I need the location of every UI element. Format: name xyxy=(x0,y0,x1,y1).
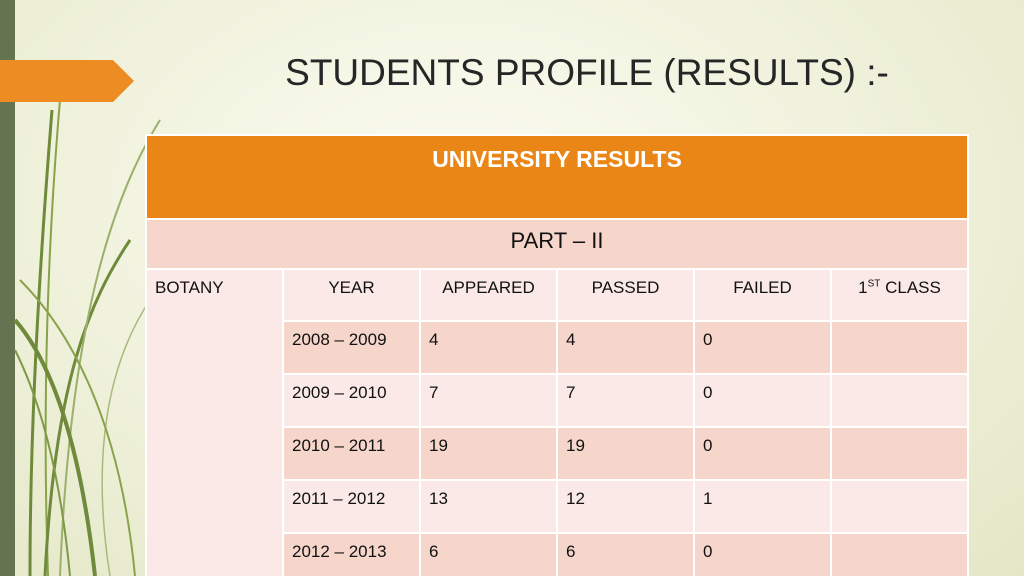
cell-first-class xyxy=(831,321,968,374)
column-header-first-class xyxy=(831,269,968,321)
cell-failed: 1 xyxy=(694,480,831,533)
column-header-passed: PASSED xyxy=(557,269,694,321)
cell-failed: 0 xyxy=(694,321,831,374)
cell-passed: 4 xyxy=(557,321,694,374)
cell-first-class xyxy=(831,480,968,533)
cell-year: 2012 – 2013 xyxy=(283,533,420,576)
cell-passed: 19 xyxy=(557,427,694,480)
first-class-sup: ST xyxy=(867,278,881,290)
cell-appeared: 7 xyxy=(420,374,557,427)
title-arrow-tab xyxy=(0,60,134,102)
cell-failed: 0 xyxy=(694,533,831,576)
cell-appeared: 13 xyxy=(420,480,557,533)
column-header-failed: FAILED xyxy=(694,269,831,321)
cell-failed: 0 xyxy=(694,427,831,480)
cell-passed: 6 xyxy=(557,533,694,576)
cell-passed: 12 xyxy=(557,480,694,533)
column-header-appeared: APPEARED xyxy=(420,269,557,321)
table-header: UNIVERSITY RESULTS xyxy=(146,135,968,219)
cell-year: 2011 – 2012 xyxy=(283,480,420,533)
cell-failed: 0 xyxy=(694,374,831,427)
column-header-year: YEAR xyxy=(283,269,420,321)
cell-year: 2008 – 2009 xyxy=(283,321,420,374)
university-results-table xyxy=(145,134,969,576)
first-class-num: 1 xyxy=(858,278,868,297)
cell-appeared: 4 xyxy=(420,321,557,374)
cell-first-class xyxy=(831,427,968,480)
subject-cell: BOTANY xyxy=(146,269,283,576)
cell-passed: 7 xyxy=(557,374,694,427)
cell-year: 2009 – 2010 xyxy=(283,374,420,427)
cell-year: 2010 – 2011 xyxy=(283,427,420,480)
part-label: PART – II xyxy=(146,219,968,269)
first-class-rest: CLASS xyxy=(880,278,941,297)
cell-first-class xyxy=(831,374,968,427)
cell-first-class xyxy=(831,533,968,576)
slide-title: STUDENTS PROFILE (RESULTS) :- xyxy=(285,52,889,93)
cell-appeared: 19 xyxy=(420,427,557,480)
cell-appeared: 6 xyxy=(420,533,557,576)
